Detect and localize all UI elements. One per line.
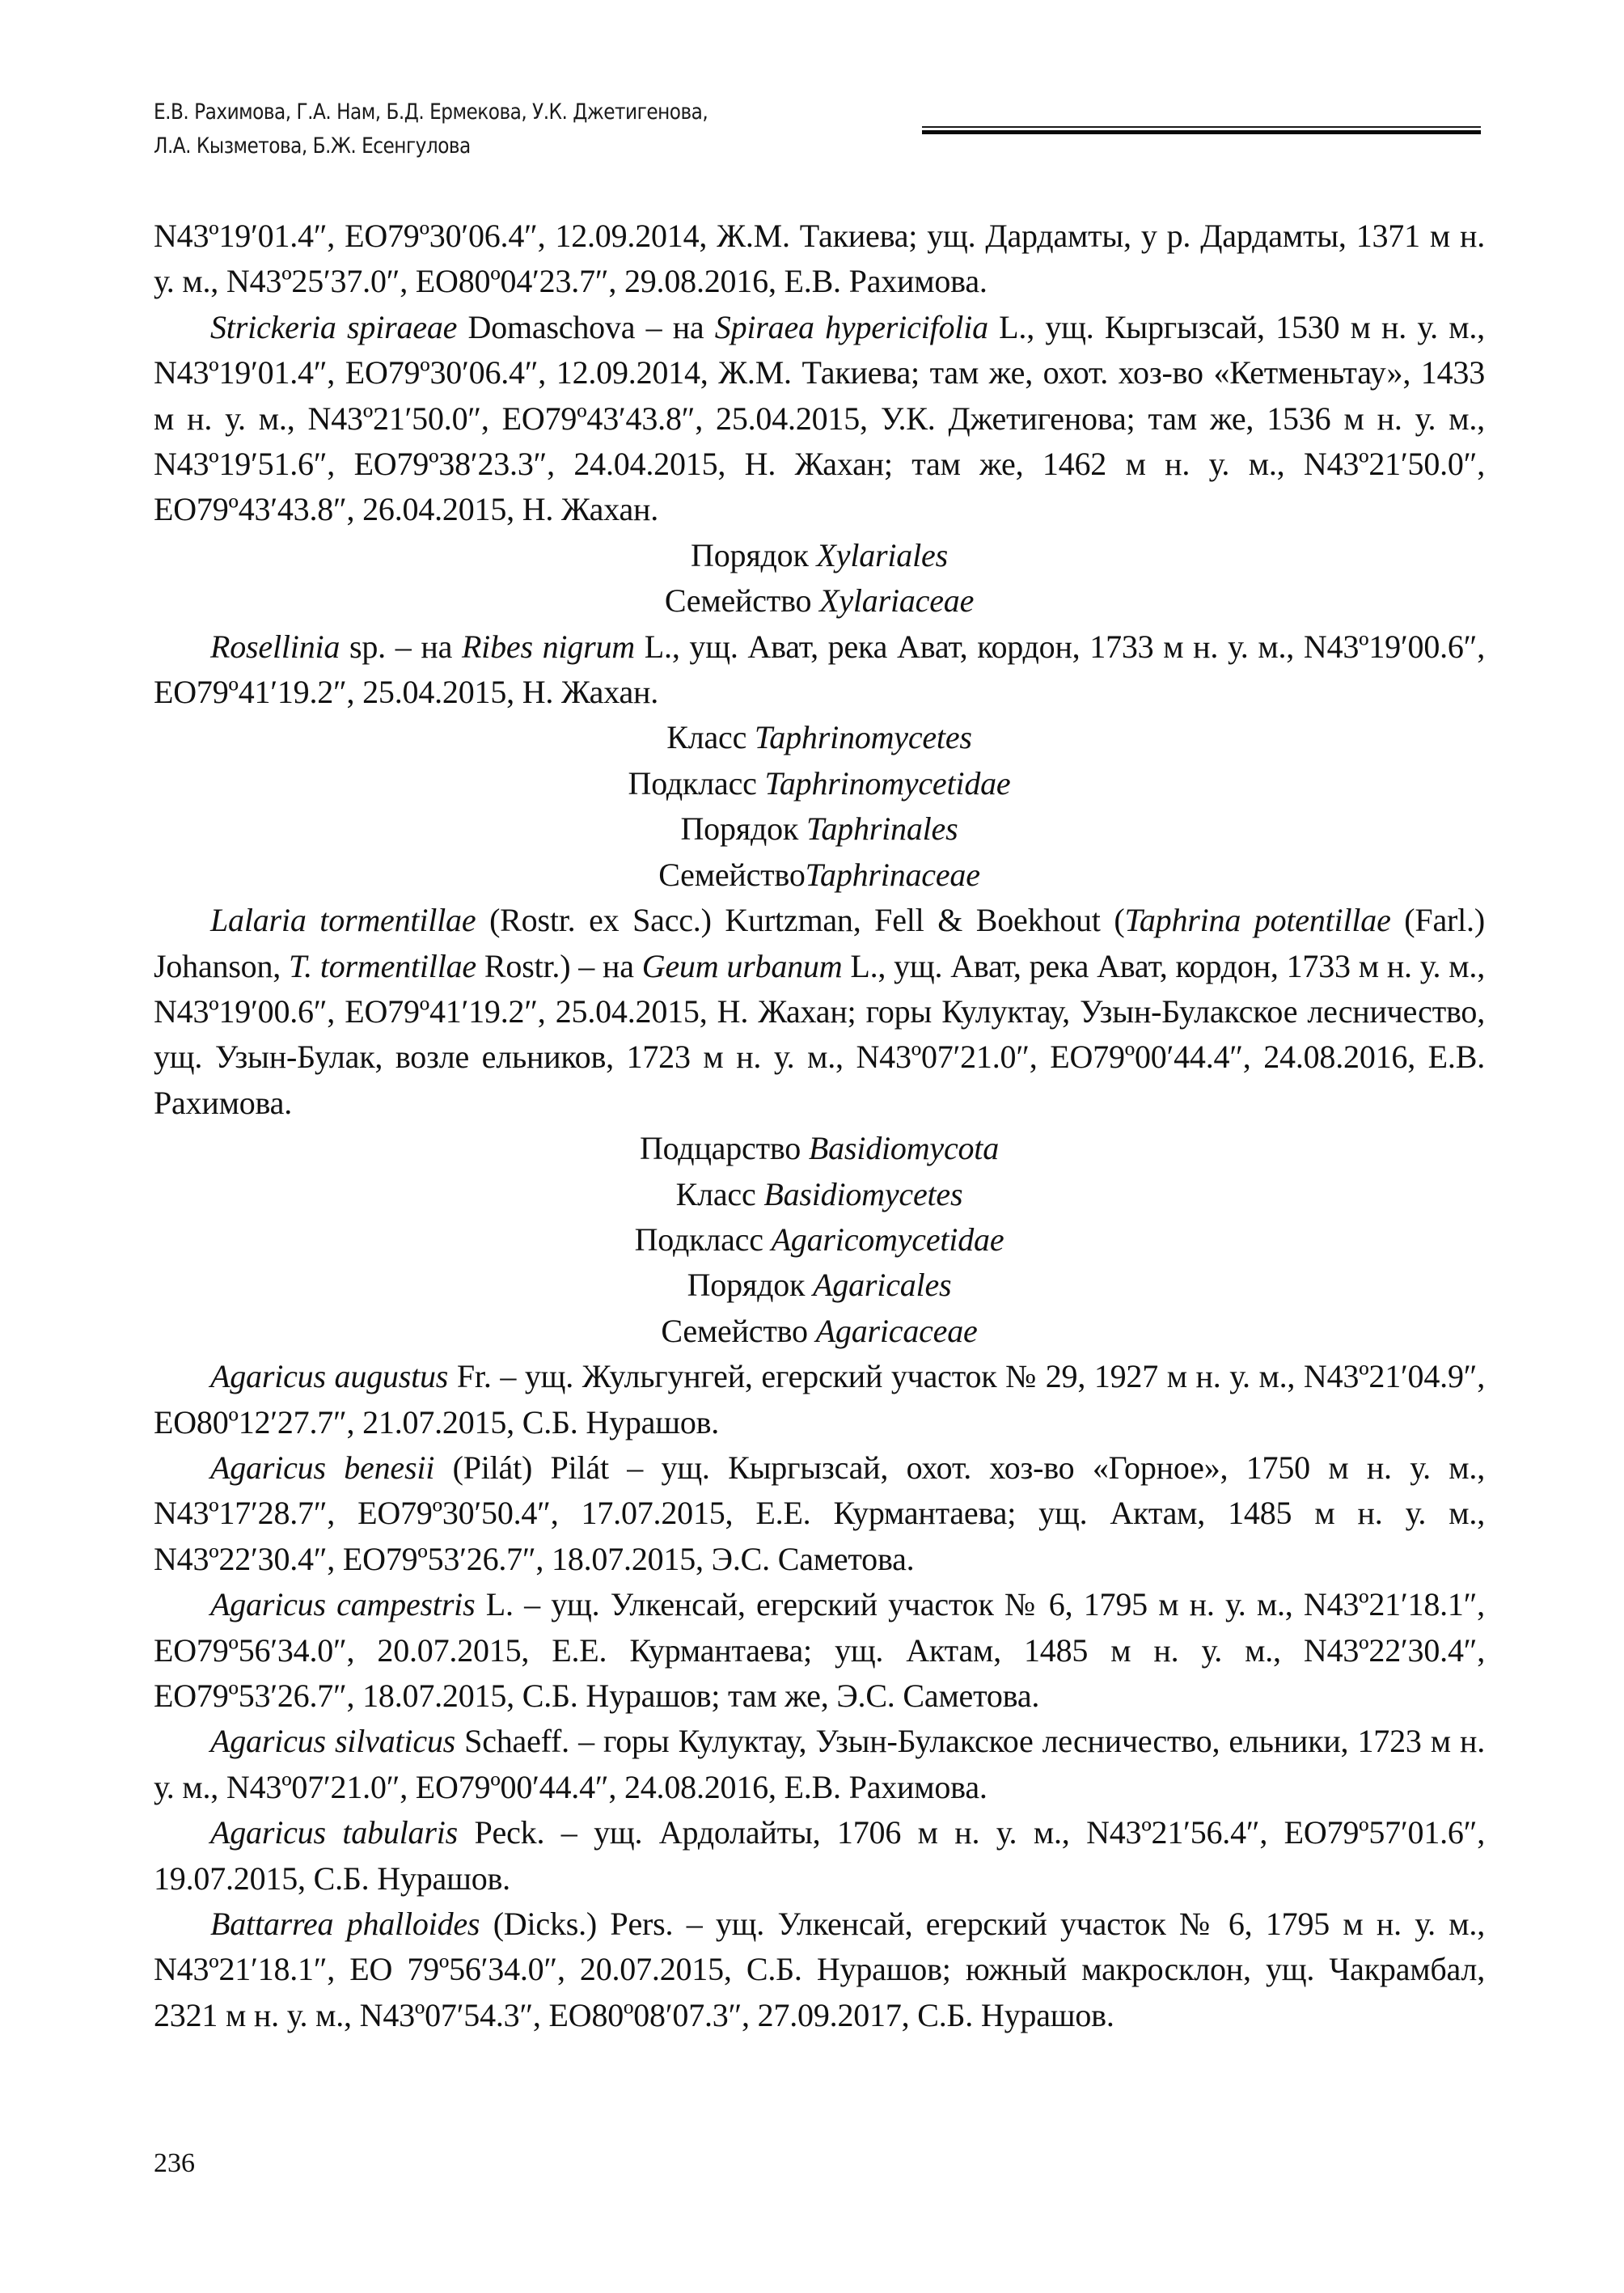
species-record xyxy=(154,1719,1485,1810)
latin-name: Agaricus campestris xyxy=(210,1586,476,1623)
latin-name: Taphrinaceae xyxy=(805,856,980,893)
latin-name: Agaricus silvaticus xyxy=(210,1723,456,1760)
latin-name: Xylariales xyxy=(816,536,948,573)
species-record xyxy=(154,1445,1485,1582)
text-run: Семейство xyxy=(664,582,820,620)
species-record xyxy=(154,1582,1485,1719)
taxon-heading xyxy=(154,806,1485,852)
latin-name: Geum urbanum xyxy=(641,947,843,984)
header-rule-thick xyxy=(922,130,1481,134)
text-run: L., ущ. Ават, река Ават, кордон, 1733 м н. у. м., N43º19′00.6″, ЕО79º41′19.2″, 25.04.2015, Н. Жахан; горы Кулуктау, Узын-Булакское лесничество, ущ. Узын-Булак, возле ельников, 1723 м н. у. м., N43º07′21.0″, ЕО79º00′44.4″, 24.08.2016, Е.В. Рахимова. xyxy=(154,947,1486,1121)
taxon-heading xyxy=(154,1263,1485,1308)
text-run: Семейство xyxy=(661,1312,816,1349)
text-run: (Rostr. ex Sacc.) Kurtzman, Fell & Boekhout ( xyxy=(476,902,1125,939)
species-record xyxy=(154,1902,1485,2038)
text-run: Domaschova – на xyxy=(457,308,715,345)
species-record xyxy=(154,624,1485,716)
text-run: L. – ущ. Улкенсай, егерский участок № 6, 1795 м н. у. м., N43º21′18.1″, ЕО79º56′34.0″, 20.07.2015, Е.Е. Курмантаева; ущ. Актам, 1485 м н. у. м., N43º22′30.4″, ЕО79º53′26.7″, 18.07.2015, С.Б. Нурашов; там же, Э.С. Саметова. xyxy=(154,1586,1485,1714)
text-run: Rostr.) – на xyxy=(476,947,642,984)
latin-name: Strickeria spiraeae xyxy=(210,308,458,345)
taxon-heading xyxy=(154,1309,1485,1354)
authors-line-2: Л.А. Кызметова, Б.Ж. Есенгулова xyxy=(154,133,471,159)
text-run: Порядок xyxy=(680,810,806,848)
latin-name: Agaricaceae xyxy=(815,1312,978,1349)
text-run: Подцарство xyxy=(639,1130,809,1167)
text-run: Fr. – ущ. Жульгунгей, егерский участок № 29, 1927 м н. у. м., N43º21′04.9″, ЕО80º12′27.7″, 21.07.2015, С.Б. Нурашов. xyxy=(154,1358,1486,1441)
text-run: (Dicks.) Pers. – ущ. Улкенсай, егерский участок № 6, 1795 м н. у. м., N43º21′18.1″, ЕО 79º56′34.0″, 20.07.2015, С.Б. Нурашов; южный макросклон, ущ. Чакрамбал, 2321 м н. у. м., N43º07′54.3″, ЕО80º08′07.3″, 27.09.2017, С.Б. Нурашов. xyxy=(154,1906,1485,2033)
latin-name: Rosellinia xyxy=(210,628,340,665)
text-run: Подкласс xyxy=(628,764,765,802)
taxon-heading xyxy=(154,1217,1485,1263)
taxon-heading xyxy=(154,761,1485,806)
latin-name: Agaricomycetidae xyxy=(771,1221,1004,1258)
text-run: Порядок xyxy=(691,536,817,573)
species-record xyxy=(154,1810,1485,1902)
continuation-paragraph xyxy=(154,214,1485,305)
latin-name: Xylariaceae xyxy=(819,582,975,620)
latin-name: Basidiomycetes xyxy=(763,1175,963,1212)
species-record xyxy=(154,898,1485,1126)
text-run: (Pilát) Pilát – ущ. Кыргызсай, охот. хоз-во «Горное», 1750 м н. у. м., N43º17′28.7″, ЕО79º30′50.4″, 17.07.2015, Е.Е. Курмантаева; ущ. Актам, 1485 м н. у. м., N43º22′30.4″, ЕО79º53′26.7″, 18.07.2015, Э.С. Саметова. xyxy=(154,1449,1485,1577)
taxon-heading xyxy=(154,715,1485,760)
taxon-heading xyxy=(154,578,1485,624)
latin-name: Agaricus augustus xyxy=(210,1358,449,1395)
text-run: Подкласс xyxy=(634,1221,772,1258)
text-run: sp. – на xyxy=(340,628,462,665)
text-run: (Farl.) Johanson, xyxy=(154,902,1485,984)
latin-name: Taphrina potentillae xyxy=(1124,902,1391,939)
text-run: Schaeff. – горы Кулуктау, Узын-Булакское лесничество, ельники, 1723 м н. у. м., N43º07′21.0″, ЕО79º00′44.4″, 24.08.2016, Е.В. Рахимова. xyxy=(154,1723,1486,1805)
latin-name: Spiraea hypericifolia xyxy=(714,308,988,345)
header-double-rule xyxy=(922,126,1481,136)
taxon-heading xyxy=(154,852,1485,898)
latin-name: Taphrinomycetes xyxy=(754,719,972,756)
authors-line-1: Е.В. Рахимова, Г.А. Нам, Б.Д. Ермекова, У.К. Джетигенова, xyxy=(154,99,708,125)
species-record xyxy=(154,305,1485,533)
latin-name: Taphrinomycetidae xyxy=(764,764,1011,802)
page-number: 236 xyxy=(154,2148,195,2178)
taxon-heading xyxy=(154,1126,1485,1171)
body-text xyxy=(154,214,1485,2038)
taxon-heading xyxy=(154,1172,1485,1217)
taxon-heading xyxy=(154,533,1485,578)
text-run: L., ущ. Кыргызсай, 1530 м н. у. м., N43º19′01.4″, ЕО79º30′06.4″, 12.09.2014, Ж.М. Такиева; там же, охот. хоз-во «Кетменьтау», 1433 м н. у. м., N43º21′50.0″, ЕО79º43′43.8″, 25.04.2015, У.К. Джетигенова; там же, 1536 м н. у. м., N43º19′51.6″, ЕО79º38′23.3″, 24.04.2015, Н. Жахан; там же, 1462 м н. у. м., N43º21′50.0″, ЕО79º43′43.8″, 26.04.2015, Н. Жахан. xyxy=(154,308,1485,528)
latin-name: Taphrinales xyxy=(806,810,958,848)
text-run: Peck. – ущ. Ардолайты, 1706 м н. у. м., N43º21′56.4″, ЕО79º57′01.6″, 19.07.2015, С.Б. Нурашов. xyxy=(154,1814,1485,1897)
text-run: Класс xyxy=(675,1175,764,1212)
latin-name: Agaricus tabularis xyxy=(210,1814,459,1851)
species-record xyxy=(154,1354,1485,1445)
latin-name: Battarrea phalloides xyxy=(210,1906,480,1943)
text-run: Класс xyxy=(666,719,755,756)
text-run: Семейство xyxy=(658,856,806,893)
latin-name: Agaricus benesii xyxy=(210,1449,435,1486)
latin-name: Agaricales xyxy=(813,1267,952,1304)
text-run: N43º19′01.4″, ЕО79º30′06.4″, 12.09.2014, Ж.М. Такиева; ущ. Дардамты, у р. Дардамты, 1371 м н. у. м., N43º25′37.0″, ЕО80º04′23.7″, 29.08.2016, Е.В. Рахимова. xyxy=(154,218,1485,300)
running-header-authors xyxy=(154,95,766,163)
latin-name: T. tormentillae xyxy=(289,947,476,984)
text-run: Порядок xyxy=(687,1267,814,1304)
latin-name: Basidiomycota xyxy=(808,1130,1000,1167)
text-run: L., ущ. Ават, река Ават, кордон, 1733 м н. у. м., N43º19′00.6″, ЕО79º41′19.2″, 25.04.2015, Н. Жахан. xyxy=(154,628,1485,711)
header-rule-thin xyxy=(922,126,1481,128)
latin-name: Lalaria tormentillae xyxy=(210,902,476,939)
latin-name: Ribes nigrum xyxy=(461,628,635,665)
